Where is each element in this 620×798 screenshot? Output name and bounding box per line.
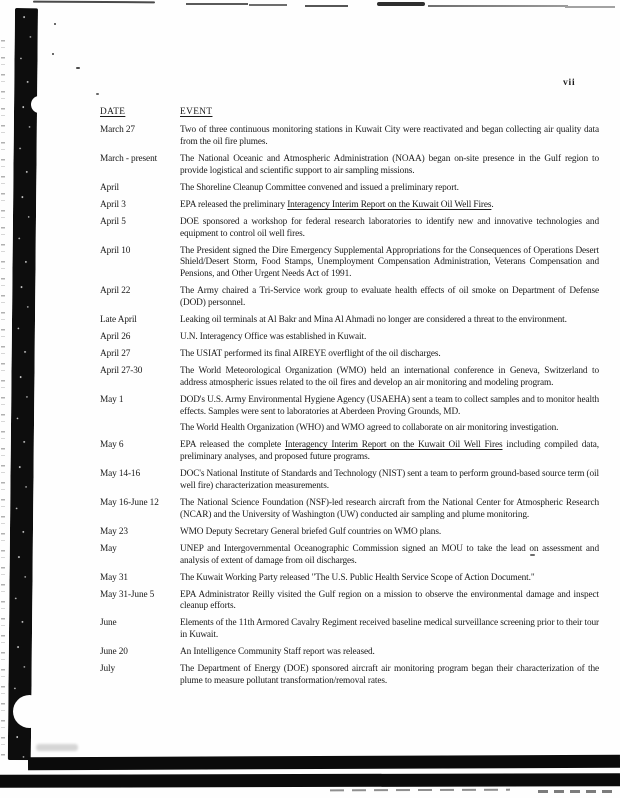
timeline-row [100, 498, 599, 522]
event-text-part: U.N. Interagency Office was established in Kuwait. [180, 331, 367, 342]
event-text [180, 332, 599, 344]
event-text-part: The Department of Energy (DOE) sponsored aircraft air monitoring program began their characterization of the plume to measure pollutant transformation/removal rates. [180, 664, 599, 686]
date-cell: June [100, 618, 117, 629]
date-cell: May 23 [100, 526, 128, 537]
event-text-part: EPA released the preliminary [180, 199, 288, 210]
event-text-part: including compiled data, preliminary analyses, and proposed future programs. [180, 440, 599, 463]
scan-hole-punch [31, 96, 47, 113]
date-cell: April 5 [100, 216, 126, 227]
scan-streak [428, 5, 568, 7]
event-text [180, 469, 599, 493]
date-cell: Late April [100, 314, 137, 325]
scan-streak [186, 3, 248, 5]
date-cell: April 27-30 [100, 365, 143, 376]
date-cell: July [100, 664, 116, 675]
scan-streak [377, 2, 425, 6]
scan-streak [249, 4, 287, 6]
scan-hole-punch [13, 695, 46, 728]
timeline-row [100, 246, 599, 281]
event-text [180, 618, 599, 642]
scan-speck [96, 93, 99, 95]
timeline-row [100, 395, 599, 419]
scan-streak [565, 6, 615, 8]
date-cell: April 27 [100, 348, 131, 359]
timeline-row [100, 469, 599, 493]
timeline-row [100, 217, 599, 241]
table-header-row [100, 107, 599, 119]
date-cell: May 16-June 12 [100, 498, 159, 509]
event-text [180, 498, 599, 522]
event-text [180, 286, 599, 310]
event-text [180, 246, 599, 281]
event-text [180, 647, 599, 659]
timeline-row [100, 664, 599, 688]
event-text-part: WMO Deputy Secretary General briefed Gulf countries on WMO plans. [180, 526, 442, 537]
scan-bottom-band [28, 755, 620, 771]
timeline-row [100, 590, 599, 614]
event-text [180, 217, 599, 241]
date-cell: April [100, 182, 120, 193]
scan-edge-specks [1, 40, 5, 760]
scan-bottom-dashes [330, 789, 510, 792]
timeline-row [100, 618, 599, 642]
event-text-part: DOE sponsored a workshop for federal research laboratories to identify new and innovative technologies and equipment to control oil well fires. [180, 216, 599, 239]
event-text-part: UNEP and Intergovernmental Oceanographic Commission signed an MOU to take the lead on assessment and analysis of extent of damage from oil discharges. [180, 543, 599, 566]
timeline-row [100, 423, 599, 435]
event-text-part: The Shoreline Cleanup Committee convened and issued a preliminary report. [180, 182, 459, 193]
timeline-table [100, 107, 599, 693]
date-cell: June 20 [100, 647, 128, 658]
timeline-row [100, 440, 599, 464]
event-text [180, 200, 599, 212]
event-text-part: Two of three continuous monitoring stations in Kuwait City were reactivated and began collecting air quality data from the oil fire plumes. [180, 125, 599, 148]
event-text [180, 349, 599, 361]
event-text-part: The World Health Organization (WHO) and WMO agreed to collaborate on air monitoring investigation. [180, 423, 559, 434]
event-text [180, 395, 599, 419]
scan-speck [76, 67, 80, 69]
timeline-row [100, 647, 599, 659]
event-text [180, 183, 599, 195]
date-cell: May 6 [100, 440, 124, 451]
event-text-part: EPA Administrator Reilly visited the Gulf region on a mission to observe the environmental damage and inspect cleanup efforts. [180, 589, 599, 612]
timeline-row [100, 527, 599, 539]
event-text [180, 544, 599, 568]
event-text [180, 154, 599, 178]
timeline-row [100, 332, 599, 344]
timeline-row [100, 183, 599, 195]
event-text-part: The Kuwait Working Party released "The U.S. Public Health Service Scope of Action Document." [180, 572, 535, 583]
date-cell: March - present [100, 154, 158, 165]
event-text-part: Elements of the 11th Armored Cavalry Regiment received baseline medical surveillance screening prior to their tour in Kuwait. [180, 618, 599, 641]
timeline-row [100, 200, 599, 212]
underlined-report-title: Interagency Interim Report on the Kuwait Oil Well Fires [284, 440, 503, 451]
scan-smudge [36, 744, 78, 751]
date-cell: May 1 [100, 394, 124, 405]
event-text-part: The National Science Foundation (NSF)-led research aircraft from the National Center for Atmospheric Research (NCAR) and the University of Washington (UW) conducted air sampling and plume monitoring. [180, 498, 599, 520]
timeline-row [100, 573, 599, 585]
scan-streak [33, 1, 155, 4]
event-text-part: The Army chaired a Tri-Service work group to evaluate health effects of oil smoke on Department of Defense (DOD) personnel. [180, 286, 599, 308]
date-cell [100, 423, 180, 435]
event-text [180, 664, 599, 688]
scan-speck [52, 53, 54, 55]
date-cell: March 27 [100, 125, 135, 136]
event-text-part: The National Oceanic and Atmospheric Administration (NOAA) began on-site presence in the Gulf region to provide logistical and scientific support to air sampling missions. [180, 154, 599, 176]
event-text-part: An Intelligence Community Staff report was released. [180, 647, 375, 658]
timeline-row [100, 544, 599, 568]
event-text-part: . [491, 199, 494, 210]
date-cell: April 26 [100, 331, 131, 342]
timeline-row [100, 286, 599, 310]
timeline-row [100, 125, 599, 149]
event-column-header [180, 107, 599, 119]
date-column-header [100, 107, 180, 119]
event-text [180, 590, 599, 614]
date-cell: May 31 [100, 572, 128, 583]
event-text [180, 573, 599, 585]
scan-speck [54, 23, 56, 25]
scan-streak [305, 5, 348, 7]
timeline-row [100, 315, 599, 327]
scan-bottom-band [0, 773, 620, 788]
event-text-part: The President signed the Dire Emergency Supplemental Appropriations for the Consequences of Operations Desert Shield/Desert Storm, Food Stamps, Unemployment Compensation Administration, Veterans Compensation and Pensions, and Other Urgent Needs Act of 1991. [180, 245, 599, 280]
event-header-label: EVENT [180, 107, 213, 117]
underlined-report-title: Interagency Interim Report on the Kuwait Oil Well Fires [287, 199, 492, 210]
event-text [180, 527, 599, 539]
timeline-rows [100, 125, 599, 687]
event-text-part: EPA released the complete [180, 440, 285, 451]
event-text-part: The USIAT performed its final AIREYE overflight of the oil discharges. [180, 348, 441, 359]
date-cell: May 31-June 5 [100, 589, 155, 600]
date-cell: May 14-16 [100, 469, 140, 480]
timeline-row [100, 366, 599, 390]
event-text-part: The World Meteorological Organization (WMO) held an international conference in Geneva, Switzerland to address atmospheric issues related to the oil fires and develop an air monitoring and modeling program. [180, 365, 599, 388]
event-text-part: DOC's National Institute of Standards and Technology (NIST) sent a team to perform ground-based source term (oil well fire) characterization measurements. [180, 469, 599, 492]
event-text-part: Leaking oil terminals at Al Bakr and Mina Al Ahmadi no longer are considered a threat to the environment. [180, 314, 567, 325]
timeline-row [100, 154, 599, 178]
event-text [180, 423, 599, 435]
timeline-row [100, 349, 599, 361]
date-cell: April 3 [100, 199, 126, 210]
date-cell: April 22 [100, 286, 131, 297]
event-text-part: DOD's U.S. Army Environmental Hygiene Agency (USAEHA) sent a team to collect samples and to monitor health effects. Samples were sent to laboratories at Aberdeen Proving Grounds, MD. [180, 394, 599, 417]
scan-bottom-dashes [538, 790, 618, 793]
event-text [180, 440, 599, 464]
scan-binding-band [8, 8, 38, 760]
page-number: vii [563, 78, 576, 88]
date-header-label: DATE [100, 107, 126, 117]
event-text [180, 366, 599, 390]
date-cell: May [100, 543, 117, 554]
event-text [180, 125, 599, 149]
event-text [180, 315, 599, 327]
date-cell: April 10 [100, 245, 131, 256]
